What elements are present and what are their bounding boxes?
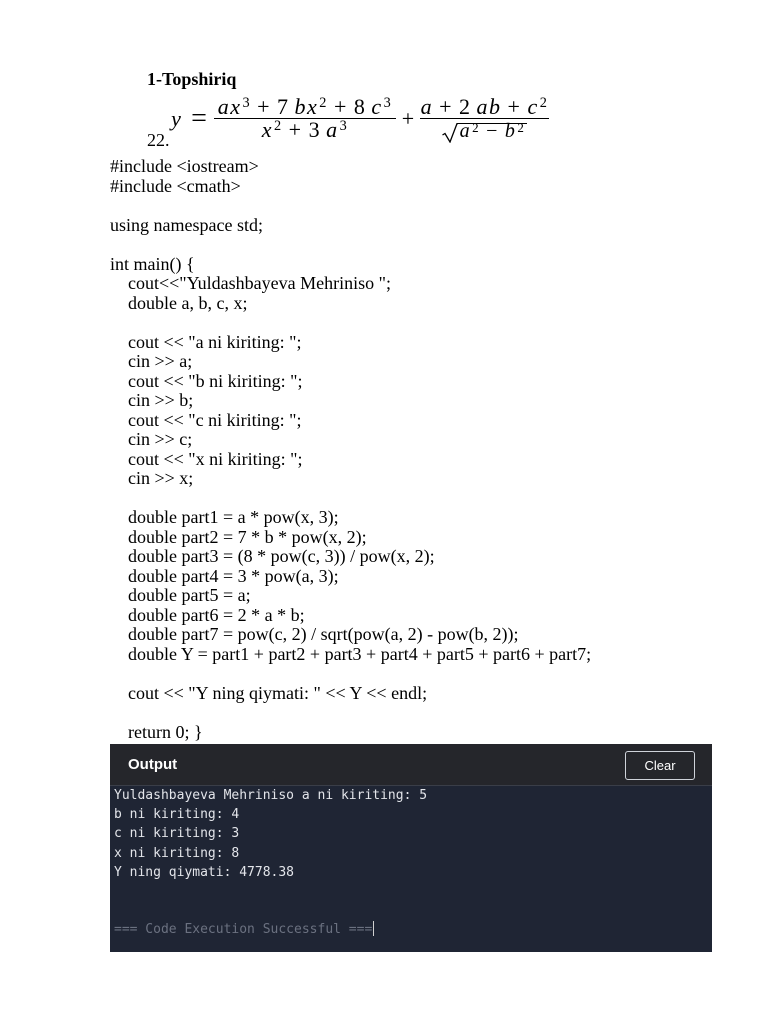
text-cursor xyxy=(373,921,374,936)
code-line: cout<<"Yuldashbayeva Mehriniso "; xyxy=(128,273,391,293)
exponent: 2 xyxy=(472,120,481,135)
fraction-2-numerator xyxy=(420,96,549,118)
console-line: b ni kiriting: 4 xyxy=(114,807,240,823)
code-line: cout << "b ni kiriting: "; xyxy=(128,370,303,391)
code-line: cout << "c ni kiriting: "; xyxy=(128,409,302,430)
operator: + xyxy=(439,94,454,119)
code-line: #include <iostream> xyxy=(110,156,259,176)
formula-lhs: y xyxy=(171,105,181,131)
variable: b xyxy=(504,120,517,142)
formula xyxy=(168,96,549,141)
blank-line xyxy=(110,664,730,684)
exponent: 2 xyxy=(517,120,526,135)
code-line: double part1 = a * pow(x, 3); xyxy=(128,507,339,527)
fraction-2-denominator xyxy=(420,119,549,141)
output-panel xyxy=(110,744,712,952)
code-line: int main() { xyxy=(110,253,195,274)
exponent: 3 xyxy=(242,95,252,111)
code-line: double part7 = pow(c, 2) / sqrt(pow(a, 2) - pow(b, 2)); xyxy=(128,624,519,644)
operator: + xyxy=(257,94,272,119)
fraction-1-numerator xyxy=(214,96,396,118)
square-root-icon xyxy=(442,123,458,143)
clear-button[interactable]: Clear xyxy=(625,751,695,780)
execution-status-line xyxy=(114,920,712,939)
variable: ax xyxy=(217,94,242,119)
code-line: double part4 = 3 * pow(a, 3); xyxy=(128,565,339,586)
task-heading: 1-Topshiriq xyxy=(147,69,237,89)
console-blank-line xyxy=(114,901,712,920)
code-line: cin >> a; xyxy=(128,351,193,371)
code-line: return 0; } xyxy=(128,721,203,742)
blank-line xyxy=(110,196,730,216)
code-line: cin >> x; xyxy=(128,468,194,488)
console-line: x ni kiriting: 8 xyxy=(114,845,240,861)
code-line: double part5 = a; xyxy=(128,585,251,605)
output-panel-header xyxy=(110,744,712,786)
variable: ab xyxy=(476,94,502,119)
exponent: 3 xyxy=(339,118,349,134)
output-title: Output xyxy=(128,756,178,773)
exponent: 2 xyxy=(539,95,549,111)
operator: − xyxy=(486,120,499,142)
console-line: Y ning qiymati: 4778.38 xyxy=(114,864,295,880)
operator: + xyxy=(507,94,522,119)
blank-line xyxy=(110,489,730,509)
coefficient: 8 xyxy=(353,94,367,119)
plus-sign: + xyxy=(401,105,415,131)
variable: c xyxy=(527,94,539,119)
variable: bx xyxy=(294,94,319,119)
operator: + xyxy=(288,117,303,142)
code-line: double part2 = 7 * b * pow(x, 2); xyxy=(128,526,367,547)
code-line: using namespace std; xyxy=(110,214,263,235)
equals-sign: = xyxy=(191,102,207,134)
exponent: 2 xyxy=(319,95,328,111)
code-line: double Y = part1 + part2 + part3 + part4 + part5 + part6 + part7; xyxy=(128,643,592,664)
fraction-1 xyxy=(214,96,396,141)
exponent: 2 xyxy=(274,118,283,134)
coefficient: 7 xyxy=(277,94,290,119)
variable: x xyxy=(261,117,274,142)
radicand xyxy=(458,120,528,142)
code-line: double a, b, c, x; xyxy=(128,292,248,313)
radical-stroke xyxy=(442,123,458,141)
variable: a xyxy=(459,120,472,142)
blank-line xyxy=(110,235,730,255)
console-line: Yuldashbayeva Mehriniso a ni kiriting: 5 xyxy=(114,788,428,803)
code-line: cin >> b; xyxy=(128,390,194,410)
variable: c xyxy=(371,94,383,119)
variable: a xyxy=(326,117,339,142)
coefficient: 3 xyxy=(308,117,322,142)
blank-line xyxy=(110,703,730,723)
code-line: cout << "Y ning qiymati: " << Y << endl; xyxy=(128,682,428,703)
problem-number: 22. xyxy=(147,130,170,150)
variable: a xyxy=(420,94,434,119)
console-line: c ni kiriting: 3 xyxy=(114,826,240,842)
blank-line xyxy=(110,313,730,333)
console-blank-line xyxy=(114,882,712,901)
code-line: cin >> c; xyxy=(128,429,193,449)
code-line: double part3 = (8 * pow(c, 3)) / pow(x, 2); xyxy=(128,546,435,566)
execution-status: === Code Execution Successful === xyxy=(114,922,373,938)
code-line: cout << "a ni kiriting: "; xyxy=(128,331,302,352)
code-listing xyxy=(110,157,730,742)
output-console[interactable] xyxy=(110,786,712,952)
coefficient: 2 xyxy=(459,94,472,119)
code-line: #include <cmath> xyxy=(110,175,241,196)
exponent: 3 xyxy=(383,95,393,111)
operator: + xyxy=(333,94,348,119)
code-line: double part6 = 2 * a * b; xyxy=(128,604,305,625)
code-line: cout << "x ni kiriting: "; xyxy=(128,448,303,469)
fraction-2 xyxy=(420,96,549,141)
fraction-1-denominator xyxy=(214,119,396,141)
